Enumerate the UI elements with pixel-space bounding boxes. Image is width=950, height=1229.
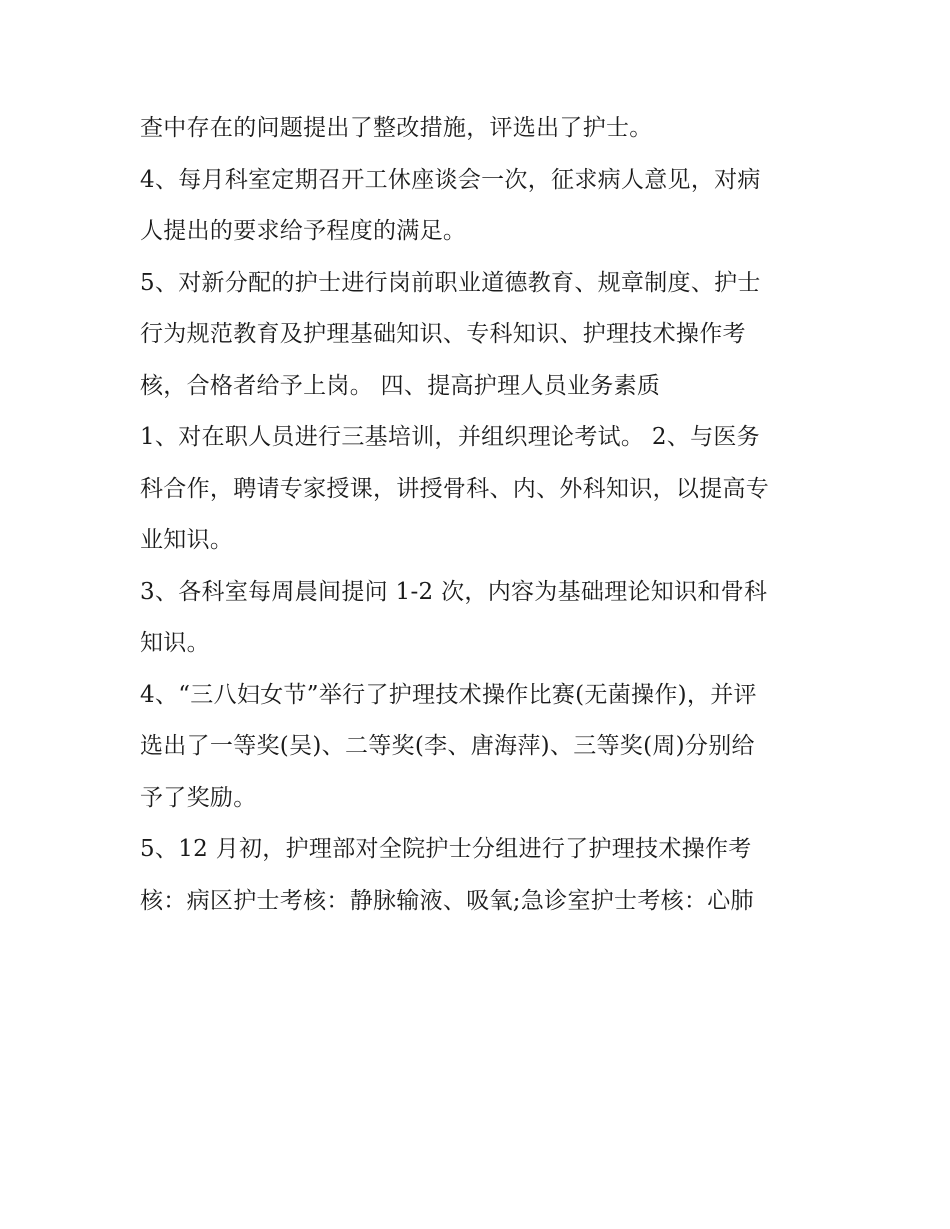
text-line: 予了奖励。 (140, 784, 257, 811)
text-line: 4、“三八妇女节”举行了护理技术操作比赛(无菌操作)，并评 (140, 681, 757, 708)
text-line: 1、对在职人员进行三基培训，并组织理论考试。 2、与医务 (140, 424, 760, 450)
text-line: 选出了一等奖(吴)、二等奖(李、唐海萍)、三等奖(周)分别给 (140, 733, 755, 759)
document-body (140, 103, 830, 927)
text-line: 核：病区护士考核：静脉输液、吸氧;急诊室护士考核：心肺 (140, 887, 754, 914)
text-line: 人提出的要求给予程度的满足。 (140, 218, 467, 244)
text-line: 4、每月科室定期召开工休座谈会一次，征求病人意见，对病 (140, 166, 761, 193)
text-line: 查中存在的问题提出了整改措施，评选出了护士。 (140, 115, 653, 141)
text-line: 核，合格者给予上岗。 四、提高护理人员业务素质 (140, 372, 661, 399)
text-line: 科合作，聘请专家授课，讲授骨科、内、外科知识，以提高专 (140, 475, 770, 502)
text-line: 3、各科室每周晨间提问 1-2 次，内容为基础理论知识和骨科 (140, 578, 768, 605)
text-line: 知识。 (140, 630, 210, 656)
text-line: 行为规范教育及护理基础知识、专科知识、护理技术操作考 (140, 321, 746, 347)
text-line: 5、对新分配的护士进行岗前职业道德教育、规章制度、护士 (140, 269, 761, 296)
text-line: 5、12 月初，护理部对全院护士分组进行了护理技术操作考 (140, 836, 752, 862)
text-line: 业知识。 (140, 527, 234, 553)
